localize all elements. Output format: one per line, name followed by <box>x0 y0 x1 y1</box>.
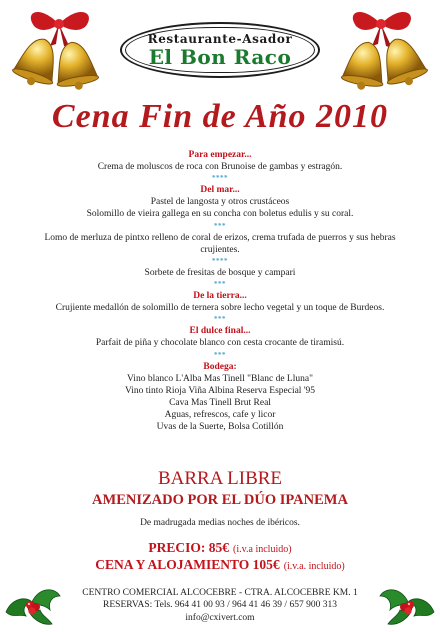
menu-item: Uvas de la Suerte, Bolsa Cotillón <box>156 422 284 433</box>
separator-stars: *** <box>214 350 226 359</box>
entertainment-heading: AMENIZADO POR EL DÚO IPANEMA <box>92 492 348 508</box>
price-value: PRECIO: 85€ <box>148 540 230 555</box>
logo-subtitle: Restaurante-Asador <box>147 32 293 46</box>
menu-item: Lomo de merluza de pintxo relleno de coral de erizos, crema trufada de puerros y sus hebras crujientes. <box>44 232 396 255</box>
price-line <box>0 539 440 557</box>
separator-stars: **** <box>212 174 228 183</box>
menu-item: Vino blanco L'Alba Mas Tinell "Blanc de Lluna" <box>127 373 313 384</box>
menu-item: Sorbete de fresitas de bosque y campari <box>144 268 296 279</box>
menu-item: Aguas, refrescos, cafe y licor <box>164 410 276 421</box>
address: CENTRO COMERCIAL ALCOCEBRE - CTRA. ALCOCEBRE KM. 1 <box>82 588 358 598</box>
separator-stars: *** <box>214 280 226 289</box>
phone-numbers: RESERVAS: Tels. 964 41 00 93 / 964 41 46 39 / 657 900 313 <box>103 600 337 610</box>
page-title: Cena Fin de Año 2010 <box>51 98 389 135</box>
section-title-dessert: El dulce final... <box>189 326 251 337</box>
late-night-note: De madrugada medias noches de ibéricos. <box>140 518 300 528</box>
section-title-sea: Del mar... <box>200 185 240 196</box>
open-bar-heading: BARRA LIBRE <box>157 468 283 489</box>
separator-stars: *** <box>214 221 226 230</box>
price-lodging-line <box>0 556 440 574</box>
logo-name: El Bon Raco <box>148 45 292 69</box>
christmas-bells-icon <box>326 2 436 106</box>
menu-item: Crujiente medallón de solomillo de ternera sobre lecho vegetal y un toque de Burdeos. <box>55 303 385 314</box>
menu-item: Cava Mas Tinell Brut Real <box>169 398 271 409</box>
restaurant-logo <box>120 22 320 78</box>
menu-item: Solomillo de vieira gallega en su concha con boletus edulis y su coral. <box>86 209 354 220</box>
section-title-land: De la tierra... <box>193 291 247 302</box>
menu-list <box>0 149 440 434</box>
separator-stars: *** <box>214 315 226 324</box>
price-lodging-value: CENA Y ALOJAMIENTO 105€ <box>95 557 280 572</box>
email: info@cxivert.com <box>185 613 255 623</box>
holly-icon <box>376 572 438 630</box>
menu-item: Parfait de piña y chocolate blanco con cesta crocante de tiramisú. <box>95 338 345 349</box>
menu-item: Crema de moluscos de roca con Brunoise de gambas y estragón. <box>97 162 343 172</box>
christmas-bells-icon <box>4 2 114 106</box>
price-tax-note: (i.v.a incluido) <box>233 544 292 555</box>
menu-item: Pastel de langosta y otros crustáceos <box>150 197 290 208</box>
holly-icon <box>2 572 64 630</box>
section-title-starters: Para empezar... <box>188 150 252 160</box>
price-lodging-tax-note: (i.v.a. incluido) <box>283 561 345 572</box>
section-title-wine: Bodega: <box>203 361 237 372</box>
separator-stars: **** <box>212 257 228 266</box>
menu-item: Vino tinto Rioja Viña Albina Reserva Especial '95 <box>124 385 316 396</box>
